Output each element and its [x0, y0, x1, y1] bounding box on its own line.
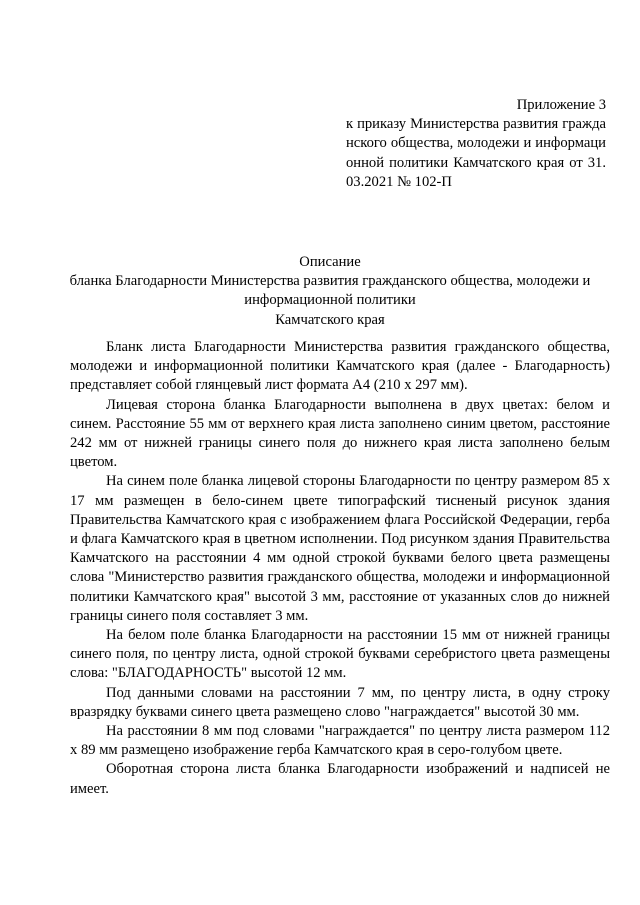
appendix-heading: Приложение 3	[516, 97, 606, 113]
paragraph-1: Бланк листа Благодарности Министерства развития гражданского общества, молодежи и информационной политики Камчатского края (далее - Благодарность) представляет собой глянцевый лист формата А4 (210 х 297 мм).	[70, 339, 610, 394]
title-line-1: Описание	[299, 254, 361, 270]
document-body	[70, 338, 610, 799]
paragraph-5: Под данными словами на расстоянии 7 мм, по центру листа, в одну строку вразрядку буквами синего цвета размещено слово "награждается" высотой 30 мм.	[70, 684, 610, 720]
title-line-2: бланка Благодарности Министерства развития гражданского общества, молодежи и информационной политики	[69, 273, 591, 309]
appendix-block	[346, 96, 606, 192]
paragraph-6: На расстоянии 8 мм под словами "награждается" по центру листа размером 112 х 89 мм размещено изображение герба Камчатского края в серо-голубом цвете.	[70, 723, 610, 759]
paragraph-4: На белом поле бланка Благодарности на расстоянии 15 мм от нижней границы синего поля, по центру листа, одной строкой буквами серебристого цвета размещены слова: "БЛАГОДАРНОСТЬ" высотой 12 мм.	[70, 627, 610, 682]
paragraph-2: Лицевая сторона бланка Благодарности выполнена в двух цветах: белом и синем. Расстояние 55 мм от верхнего края листа заполнено синим цветом, расстояние 242 мм от нижней границы синего поля до нижнего края листа заполнено белым цветом.	[70, 396, 610, 471]
title-line-3: Камчатского края	[275, 311, 385, 328]
paragraph-3: На синем поле бланка лицевой стороны Благодарности по центру размером 85 х 17 мм размещен в бело-синем цвете типографский тисненый рисунок здания Правительства Камчатского края с изображением флага Российской Федерации, герба и флага Камчатского края в цветном исполнении. Под рисунком здания Правительства Камчатского на расстоянии 4 мм одной строкой буквами белого цвета размещены слова "Министерство развития гражданского общества, молодежи и информационной политики Камчатского края" высотой 3 мм, расстояние от указанных слов до нижней границы синего поля составляет 3 мм.	[70, 473, 610, 624]
appendix-order-reference: к приказу Министерства развития гражданского общества, молодежи и информационной политики Камчатского края от 31.03.2021 № 102-П	[346, 116, 606, 190]
paragraph-7: Оборотная сторона листа бланка Благодарности изображений и надписей не имеет.	[70, 761, 610, 797]
document-title	[50, 253, 610, 330]
